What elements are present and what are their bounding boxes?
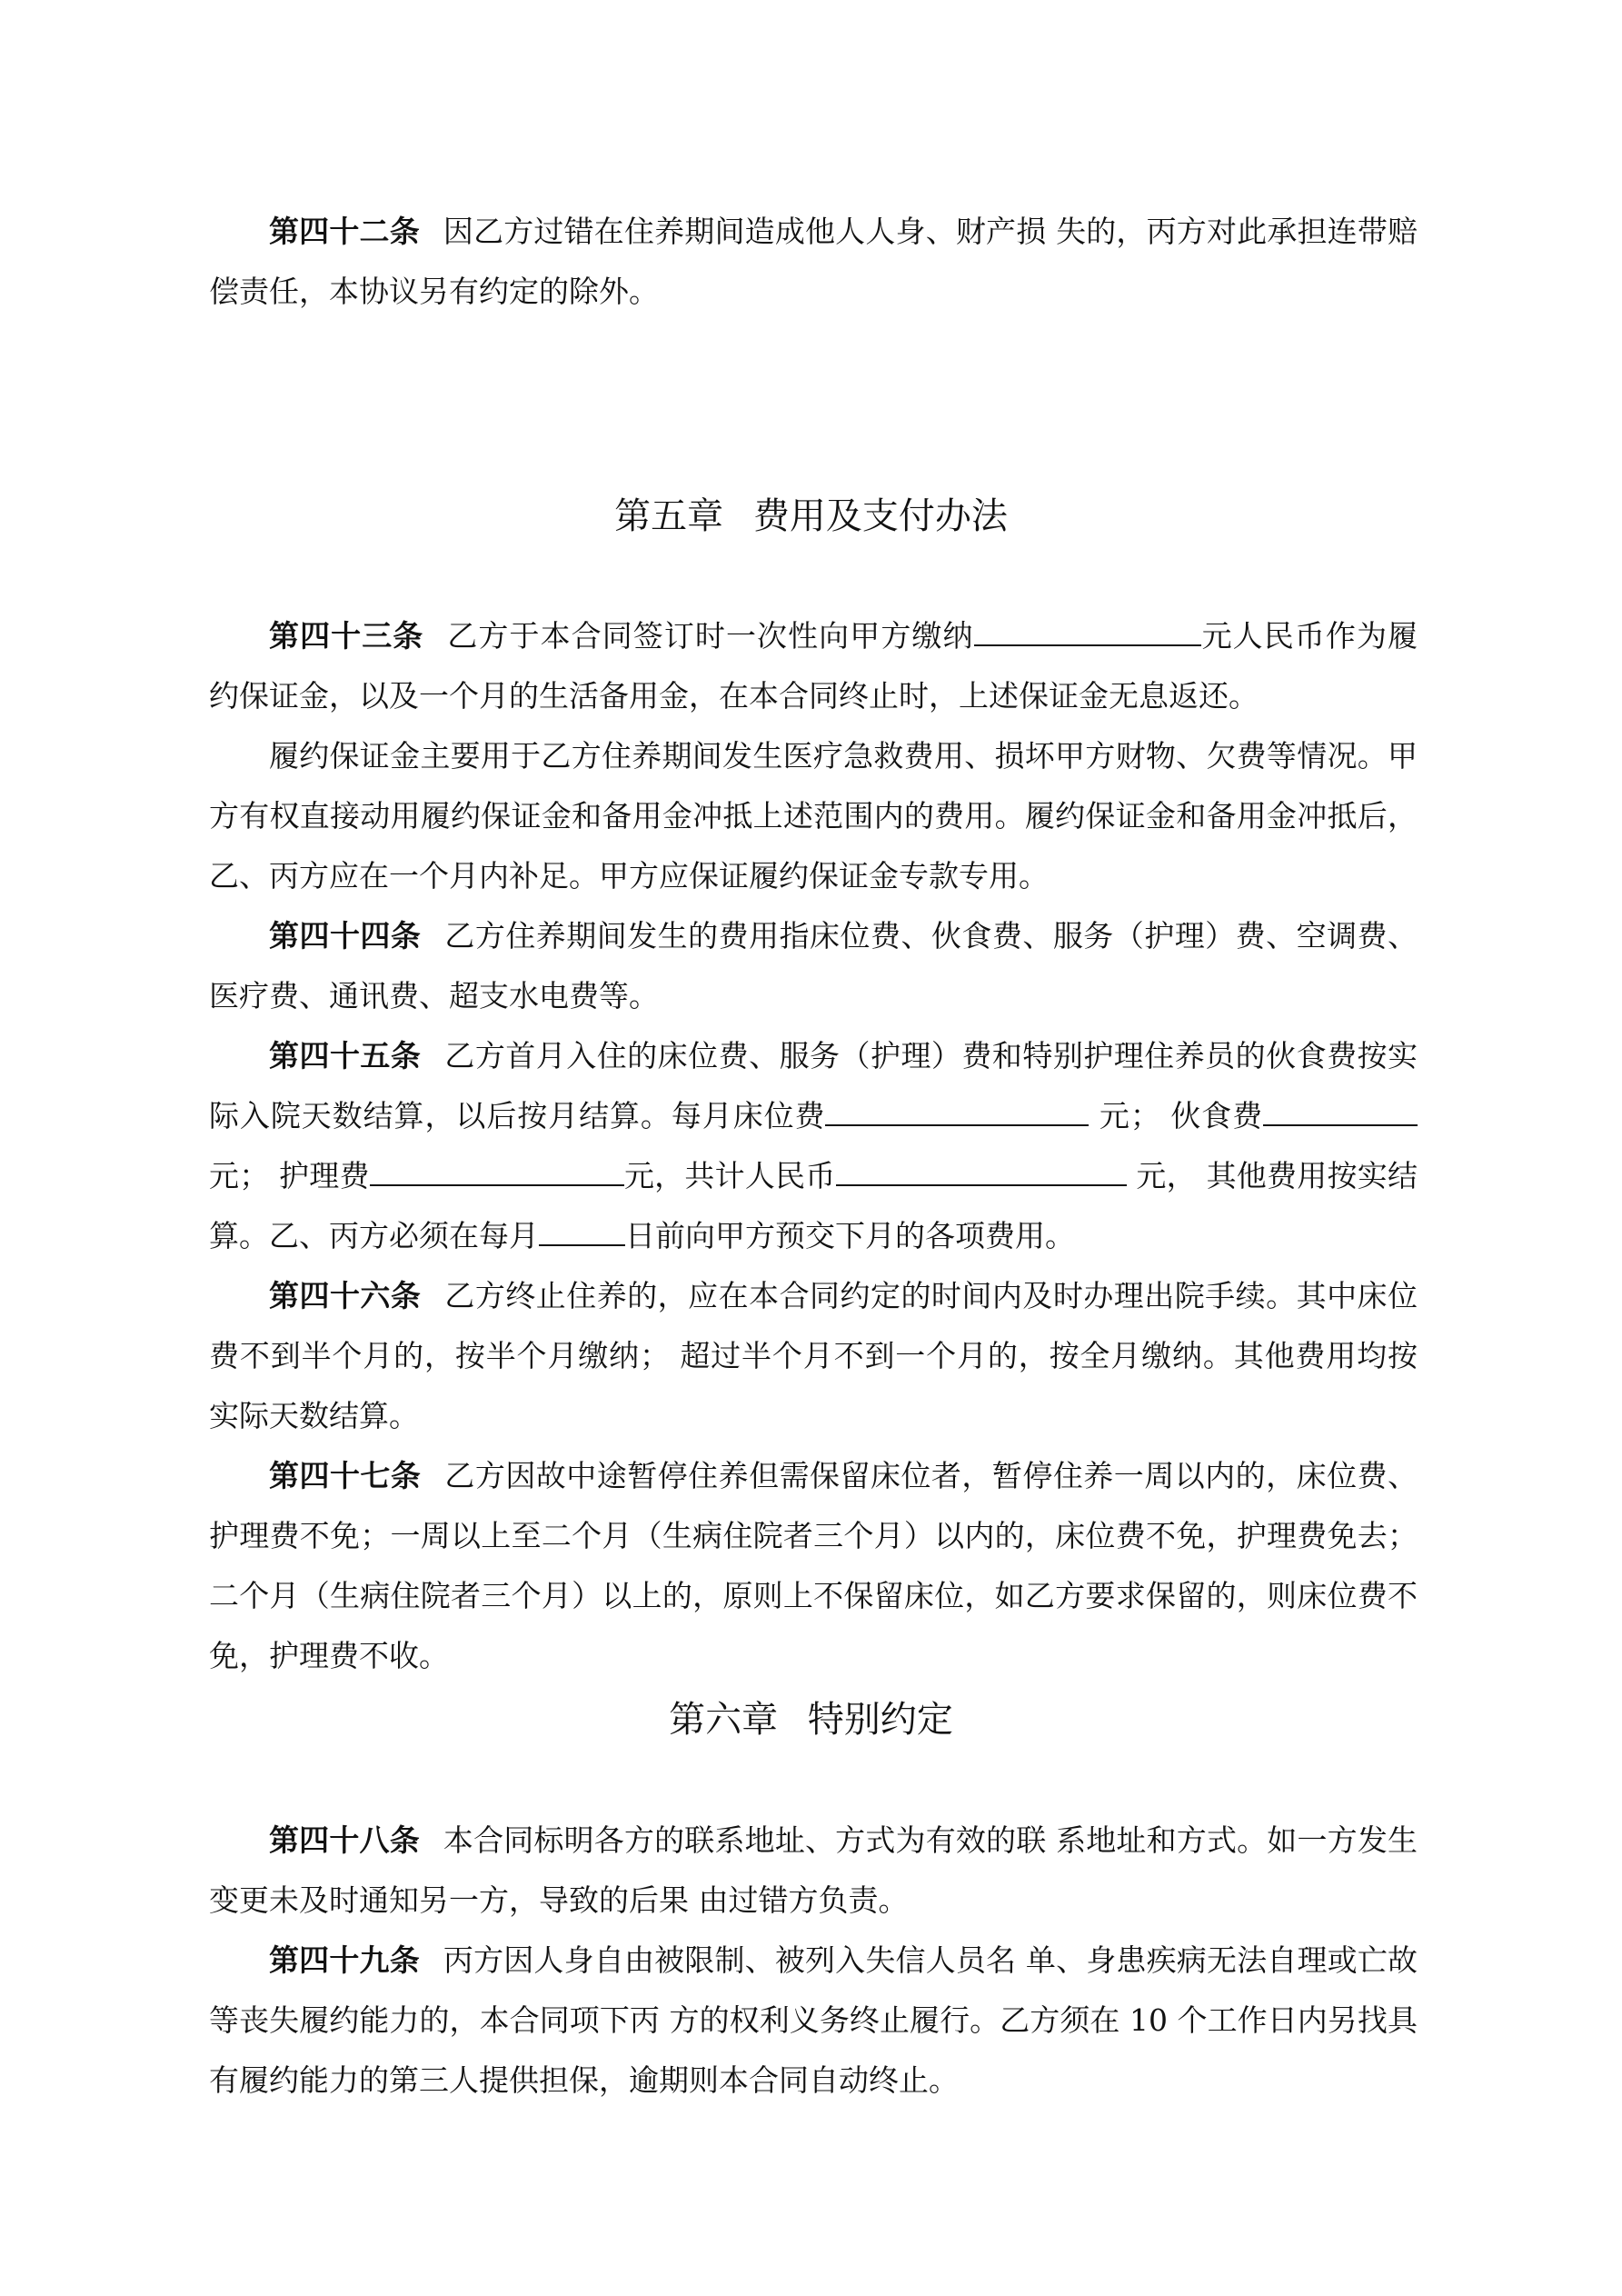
article-47 — [209, 1446, 1418, 1686]
chapter-title: 费用及支付办法 — [752, 495, 1008, 537]
article-text: 元； 护理费 — [209, 1158, 370, 1193]
payment-day-blank — [539, 1217, 625, 1246]
article-text: 乙方住养期间发生的费用指床位费、伙食费、服务（护理）费、空调费、医疗费、通讯费、超支水电费等。 — [209, 918, 1418, 1013]
article-49 — [209, 1931, 1418, 2111]
article-text: 元，共计人民币 — [623, 1158, 836, 1193]
article-46 — [209, 1266, 1418, 1446]
care-fee-blank — [370, 1157, 624, 1186]
article-text: 乙方于本合同签订时一次性向甲方缴纳 — [447, 618, 974, 654]
article-text: 日前向甲方预交下月的各项费用。 — [625, 1218, 1075, 1253]
bed-fee-blank — [825, 1097, 1089, 1126]
article-text: 乙方终止住养的，应在本合同约定的时间内及时办理出院手续。其中床位费不到半个月的，按半个月缴纳； 超过半个月不到一个月的，按全月缴纳。其他费用均按实际天数结算。 — [209, 1278, 1418, 1433]
article-number: 第四十五条 — [269, 1038, 422, 1073]
deposit-blank — [974, 617, 1201, 646]
article-number: 第四十七条 — [269, 1458, 422, 1493]
article-text: 因乙方过错在住养期间造成他人人身、财产损 失的，丙方对此承担连带赔偿责任，本协议另有约定的除外。 — [209, 214, 1418, 309]
total-fee-blank — [836, 1157, 1127, 1186]
article-text: 元人民币作为履约保证金，以及一个月的生活备用金，在本合同终止时，上述保证金无息返还。 — [209, 618, 1418, 714]
article-44 — [209, 906, 1418, 1026]
article-45 — [209, 1026, 1418, 1266]
chapter-5-body — [209, 606, 1418, 1686]
chapter-title: 特别约定 — [807, 1699, 953, 1741]
article-number: 第四十二条 — [269, 214, 420, 249]
chapter-number: 第五章 — [614, 495, 724, 537]
article-42 — [209, 202, 1418, 322]
article-text: 元， 其他费用按实结算。乙、丙方必须在每月 — [209, 1158, 1418, 1253]
article-48 — [209, 1811, 1418, 1931]
article-43-paragraph-2: 履约保证金主要用于乙方住养期间发生医疗急救费用、损坏甲方财物、欠费等情况。甲方有权直接动用履约保证金和备用金冲抵上述范围内的费用。履约保证金和备用金冲抵后，乙、丙方应在一个月内补足。甲方应保证履约保证金专款专用。 — [209, 738, 1418, 893]
article-text: 乙方首月入住的床位费、服务（护理）费和特别护理住养员的伙食费按实际入院天数结算，以后按月结算。每月床位费 — [209, 1038, 1418, 1133]
article-text: 丙方因人身自由被限制、被列入失信人员名 单、身患疾病无法自理或亡故等丧失履约能力的，本合同项下丙 方的权利义务终止履行。乙方须在 10 个工作日内另找具有履约能力的第三人提供担保，逾期则本合同自动终止。 — [209, 1942, 1418, 2098]
article-number: 第四十四条 — [269, 918, 422, 953]
chapter-number: 第六章 — [669, 1699, 779, 1741]
article-text: 乙方因故中途暂停住养但需保留床位者，暂停住养一周以内的，床位费、护理费不免；一周以上至二个月（生病住院者三个月）以内的，床位费不免，护理费免去； 二个月（生病住院者三个月）以上的，原则上不保留床位，如乙方要求保留的，则床位费不免，护理费不收。 — [209, 1458, 1418, 1673]
article-number: 第四十六条 — [269, 1278, 422, 1313]
article-text: 元； 伙食费 — [1089, 1098, 1264, 1133]
article-number: 第四十八条 — [269, 1822, 420, 1858]
chapter-6-body — [209, 1811, 1418, 2111]
meal-fee-blank — [1263, 1097, 1418, 1126]
article-43 — [209, 606, 1418, 726]
chapter-6-heading — [0, 1692, 1622, 1747]
article-text: 本合同标明各方的联系地址、方式为有效的联 系地址和方式。如一方发生变更未及时通知另一方，导致的后果 由过错方负责。 — [209, 1822, 1418, 1918]
article-number: 第四十九条 — [269, 1942, 420, 1978]
article-number: 第四十三条 — [269, 618, 424, 654]
chapter-5-heading — [0, 489, 1622, 544]
